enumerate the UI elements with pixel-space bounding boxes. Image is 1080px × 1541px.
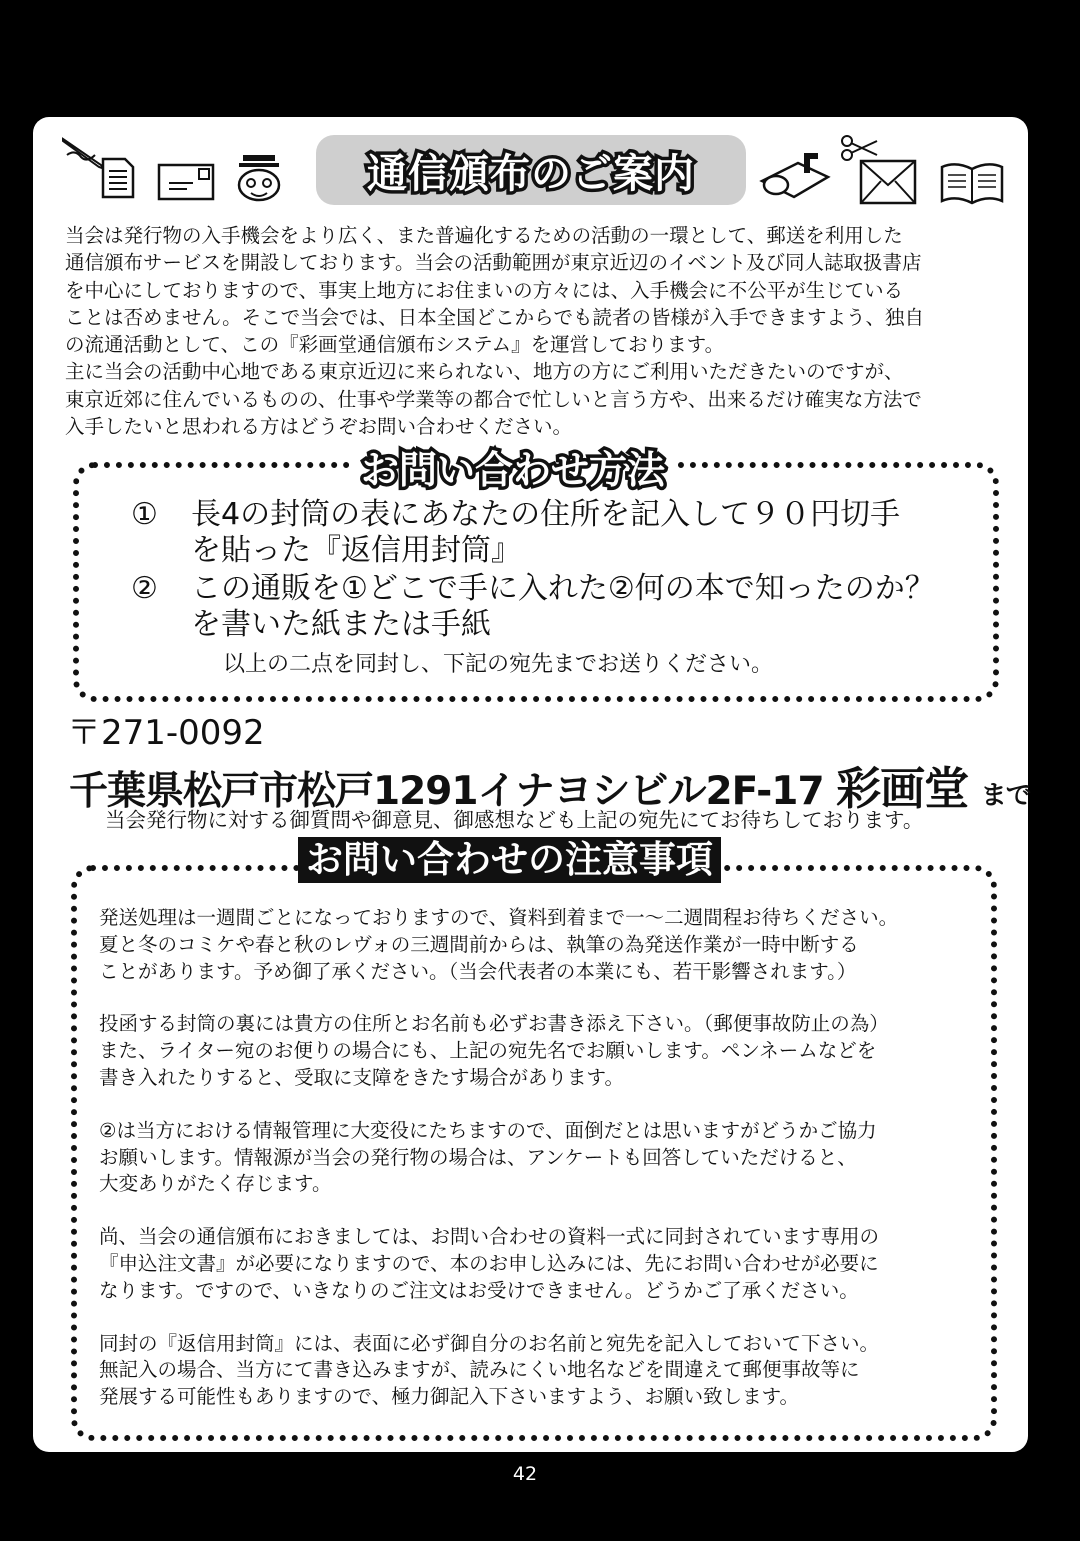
caution-paragraph: 投函する封筒の裏には貴方の住所とお名前も必ずお書き添え下さい。（郵便事故防止の為） また、ライター宛のお便りの場合にも、上記の宛先名でお願いします。ペンネームなどを 書き入れたりすると、受取に支障をきたす場合があります。 — [99, 1012, 889, 1089]
feedback-note: 当会発行物に対する御質問や御意見、御感想なども上記の宛先にてお待ちしております。 — [105, 808, 924, 832]
inquiry-method-banner: お問い合わせ方法 — [349, 439, 677, 494]
envelope-icon — [157, 163, 215, 201]
intro-text: 当会は発行物の入手機会をより広く、また普遍化するための活動の一環として、郵送を利用した 通信頒布サービスを開設しております。当会の活動範囲が東京近辺のイベント及び同人誌取扱書店 を中心にしておりますので、事実上地方にお住まいの方々には、入手機会に不公平が生じている ことは否めません。そこで当会では、日本全国どこからでも読者の皆様が入手できますよう、独自 の流通活動として、この『彩画堂通信頒布システム』を運営しております。 主に当会の活動中心地である東京近辺に来られない、地方の方にご利用いただきたいのですが、 東京近郊に住んでいるものの、仕事や学業等の都合で忙しいと言う方や、出来るだけ確実な方法で 入手したいと思われる方はどうぞお問い合わせください。 — [65, 224, 924, 439]
caution-paragraph: 同封の『返信用封筒』には、表面に必ず御自分のお名前と宛先を記入しておいて下さい。 無記入の場合、当方にて書き込みますが、読みにくい地名などを間違えて郵便事故等に 発展する可能性もありますので、極力御記入下さいますよう、お願い致します。 — [99, 1331, 880, 1409]
address-line: 千葉県松戸市松戸1291イナヨシビル2F-17 — [69, 769, 824, 814]
postal-code: 〒271-0092 — [67, 713, 265, 753]
step-text: を貼った『返信用封筒』 — [191, 533, 521, 568]
mailbox-icon — [758, 151, 834, 205]
caution-paragraph: ②は当方における情報管理に大変役にたちますので、面倒だとは思いますがどうかご協力 お願いします。情報源が当会の発行物の場合は、アンケートも回答していただけると、 大変ありがたく存じます。 — [99, 1118, 877, 1196]
circle-name: 彩画堂 — [836, 762, 969, 815]
header — [33, 127, 1028, 212]
document-icon — [101, 157, 135, 199]
letter-icon — [859, 159, 917, 205]
inquiry-note: 以上の二点を同封し、下記の宛先までお送りください。 — [223, 652, 774, 677]
postman-icon — [233, 153, 285, 203]
step-text: 長4の封筒の表にあなたの住所を記入して９０円切手 — [191, 497, 901, 532]
step-number: ① — [131, 497, 158, 532]
page-title: 通信頒布のご案内 — [367, 150, 695, 197]
step-text: を書いた紙または手紙 — [191, 607, 491, 642]
page-number: 42 — [512, 1463, 538, 1485]
step-number: ② — [131, 571, 158, 606]
cautions-banner: お問い合わせの注意事項 — [298, 837, 721, 883]
step-text: この通販を①どこで手に入れた②何の本で知ったのか？ — [191, 571, 935, 606]
address-suffix: まで — [980, 781, 1031, 811]
caution-paragraph: 発送処理は一週間ごとになっておりますので、資料到着まで一～二週間程お待ちください。 夏と冬のコミケや春と秋のレヴォの三週間前からは、執筆の為発送作業が一時中断する ことがあります。予め御了承ください。（当会代表者の本業にも、若干影響されます。） — [99, 906, 899, 983]
content-page — [33, 117, 1031, 1452]
caution-paragraph: 尚、当会の通信頒布におきましては、お問い合わせの資料一式に同封されています専用の 『申込注文書』が必要になりますので、本のお申し込みには、先にお問い合わせが必要に なります。ですので、いきなりのご注文はお受けできません。どうかご了承ください。 — [99, 1225, 880, 1302]
title-banner — [316, 135, 746, 205]
cautions-list — [99, 905, 979, 1437]
open-book-icon — [940, 161, 1004, 205]
